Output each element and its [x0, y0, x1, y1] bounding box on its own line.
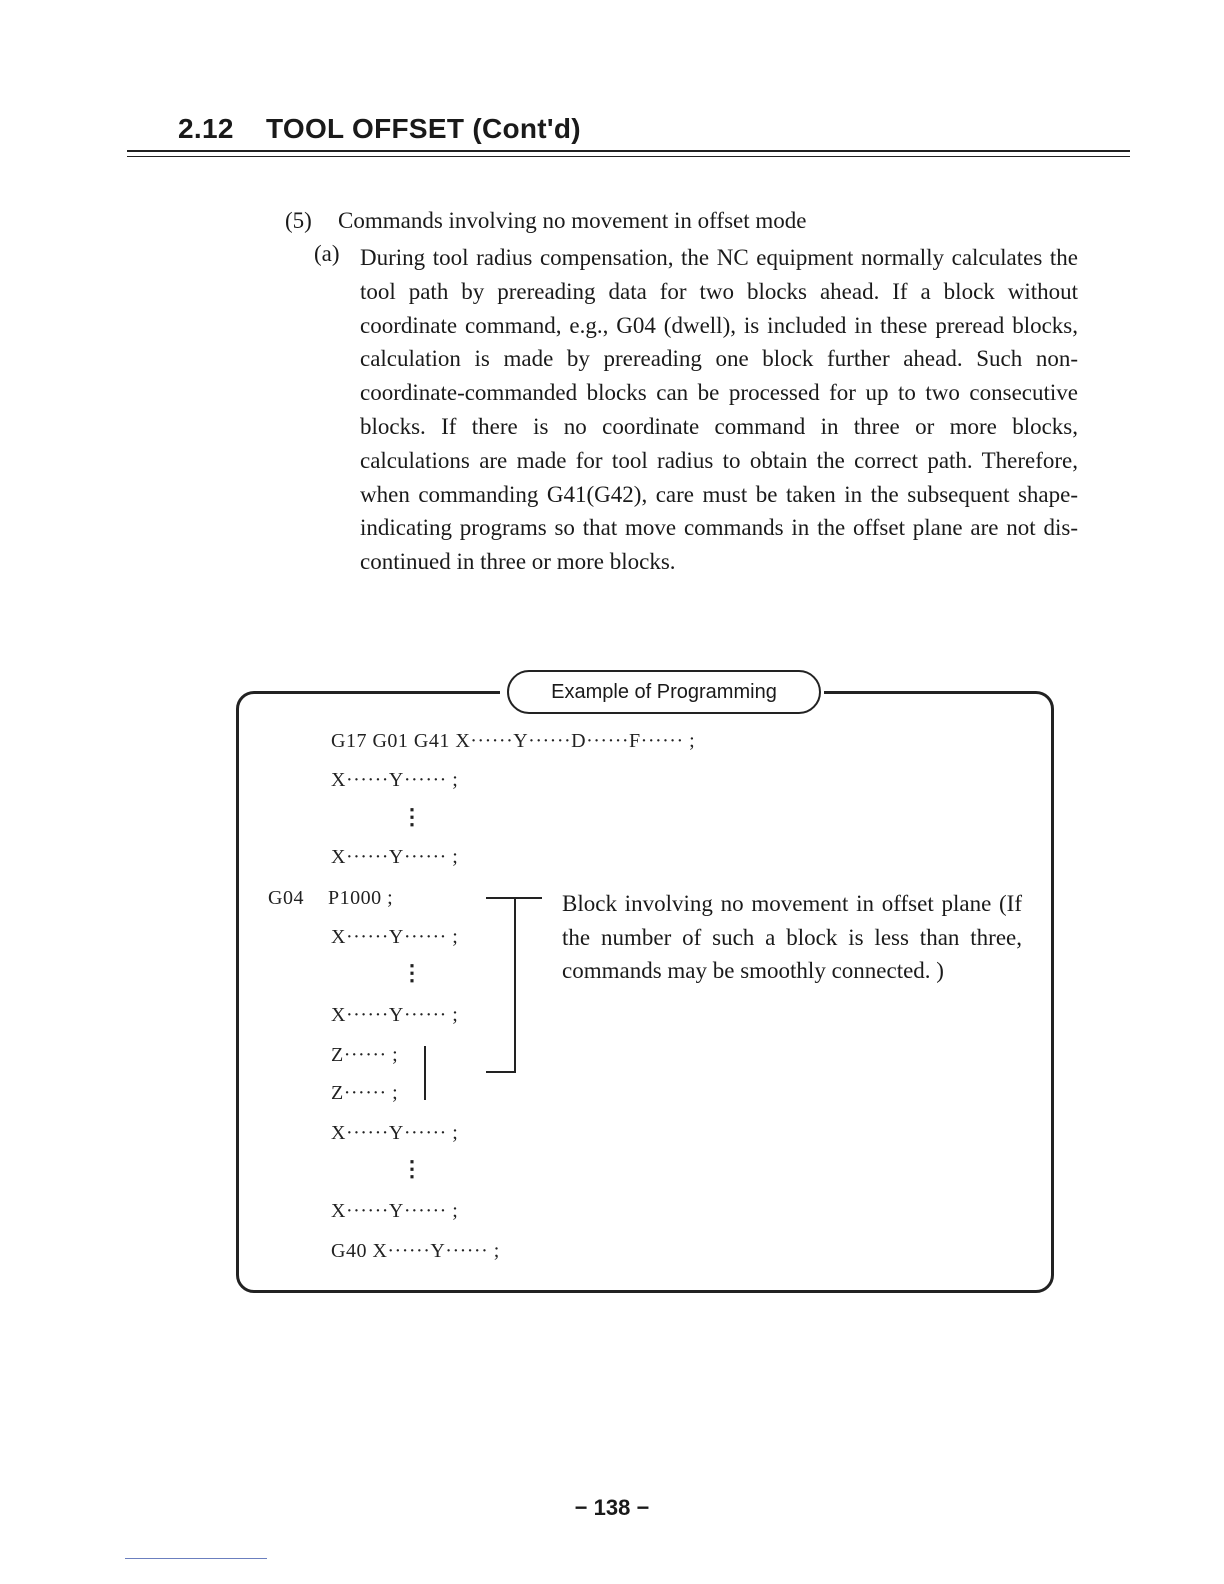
header-rule-bottom	[127, 156, 1130, 157]
header-rule-top	[127, 150, 1130, 152]
code-line-10: X······Y······ ;	[331, 1200, 459, 1222]
code-ellipsis-1: ⋮	[401, 804, 424, 829]
section-number: 2.12	[178, 113, 234, 144]
z-block-brace	[424, 1046, 426, 1100]
bracket-bottom-tick	[486, 1071, 516, 1073]
item-a-paragraph: During tool radius compensation, the NC equipment normally calculates the tool path by prereading data for two blocks ahead. If a block without coordinate command, e.g., G04 (dwell), is included in these preread blocks, calculation is made by prereading one block further ahead. Such non-coordinate-commanded blocks can be processed for up to two consecutive blocks. If there is no coordinate command in three or more blocks, calculations are made for tool radius to obtain the correct path. Therefore, when commanding G41(G42), care must be taken in the subsequent shape-indicating programs so that move commands in the offset plane are not dis-continued in three or more blocks.	[360, 245, 1078, 575]
code-line-7: Z······ ;	[331, 1044, 399, 1066]
bracket-vertical	[514, 897, 516, 1073]
code-line-2: X······Y······ ;	[331, 769, 459, 791]
code-ellipsis-2: ⋮	[401, 960, 424, 985]
code-ellipsis-3: ⋮	[401, 1156, 424, 1181]
item-5-title: Commands involving no movement in offset mode	[338, 208, 807, 233]
item-5	[285, 208, 806, 234]
code-line-9: X······Y······ ;	[331, 1122, 459, 1144]
code-line-8: Z······ ;	[331, 1082, 399, 1104]
bracket-note: Block involving no movement in offset plane (If the number of such a block is less than three, commands may be smoothly connected. )	[562, 891, 1022, 983]
code-line-11: G40 X······Y······ ;	[331, 1240, 500, 1262]
code-line-6: X······Y······ ;	[331, 1004, 459, 1026]
page-number: − 138 −	[574, 1495, 650, 1520]
code-line-4: P1000 ;	[328, 887, 394, 909]
section-title: TOOL OFFSET (Cont'd)	[266, 113, 581, 144]
code-line-1: G17 G01 G41 X······Y······D······F······ ;	[331, 730, 696, 752]
section-heading	[178, 113, 581, 145]
footer-rule	[125, 1558, 267, 1559]
code-g04-label: G04	[268, 887, 304, 909]
code-line-3: X······Y······ ;	[331, 846, 459, 868]
code-line-5: X······Y······ ;	[331, 926, 459, 948]
example-caption: Example of Programming	[507, 670, 821, 714]
item-a-label: (a)	[314, 241, 340, 266]
item-5-label: (5)	[285, 208, 312, 233]
